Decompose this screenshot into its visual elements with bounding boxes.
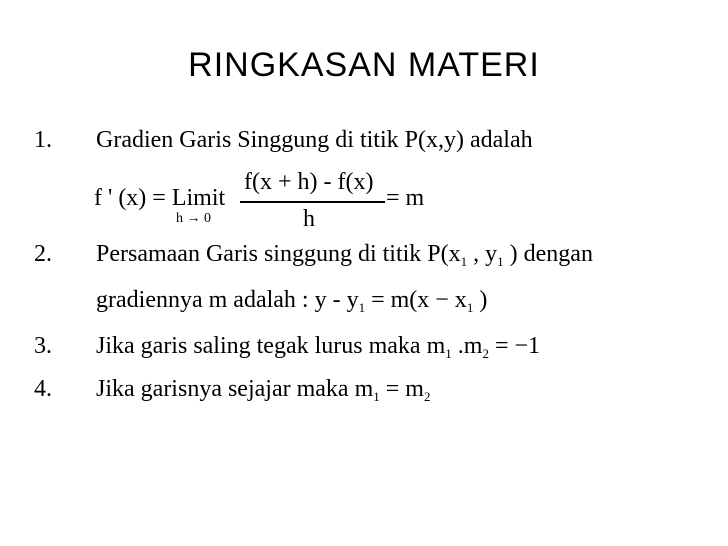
item-2-number: 2. bbox=[34, 241, 52, 267]
item-2-line2-sub1: 1 bbox=[358, 300, 366, 315]
item-4-text bbox=[96, 377, 430, 403]
slide-title: RINGKASAN MATERI bbox=[188, 46, 540, 84]
item-2-line2-c: ) bbox=[473, 287, 488, 313]
item-4-text-a: Jika garisnya sejajar maka m bbox=[96, 376, 374, 402]
item-2-line2-a: gradiennya m adalah : y - y bbox=[96, 287, 359, 313]
item-2-line2-b: = m(x − x bbox=[365, 287, 467, 313]
item-2-text bbox=[96, 242, 593, 268]
fraction-denominator: h bbox=[303, 206, 315, 232]
fraction-numerator: f(x + h) - f(x) bbox=[244, 169, 374, 195]
item-3-text bbox=[96, 334, 540, 360]
item-4-sub-a: 1 bbox=[373, 389, 380, 404]
item-2-line2-sub2: 1 bbox=[466, 300, 474, 315]
item-2-text-c: ) dengan bbox=[503, 241, 593, 267]
item-3-text-b: .m bbox=[451, 333, 483, 359]
limit-subscript: h → 0 bbox=[176, 211, 211, 226]
item-2-equation bbox=[96, 288, 487, 314]
fraction-bar bbox=[240, 201, 385, 203]
item-2-sub-b: 1 bbox=[497, 254, 504, 269]
item-1-text: Gradien Garis Singgung di titik P(x,y) adalah bbox=[96, 127, 533, 153]
item-4-number: 4. bbox=[34, 376, 52, 402]
item-1-number: 1. bbox=[34, 127, 52, 153]
formula-rhs: = m bbox=[386, 185, 425, 211]
item-3-number: 3. bbox=[34, 333, 52, 359]
item-2-sub-a: 1 bbox=[460, 254, 468, 269]
item-3-text-a: Jika garis saling tegak lurus maka m bbox=[96, 333, 446, 359]
item-2-text-b: , y bbox=[467, 241, 498, 267]
formula-lhs: f ' (x) = Limit bbox=[94, 185, 226, 211]
item-3-sub-a: 1 bbox=[445, 346, 452, 361]
item-3-text-c: = −1 bbox=[488, 333, 541, 359]
item-3-sub-b: 2 bbox=[482, 346, 489, 361]
item-2-text-a: Persamaan Garis singgung di titik P(x bbox=[96, 241, 461, 267]
item-4-sub-b: 2 bbox=[423, 389, 431, 404]
item-4-text-b: = m bbox=[379, 376, 424, 402]
